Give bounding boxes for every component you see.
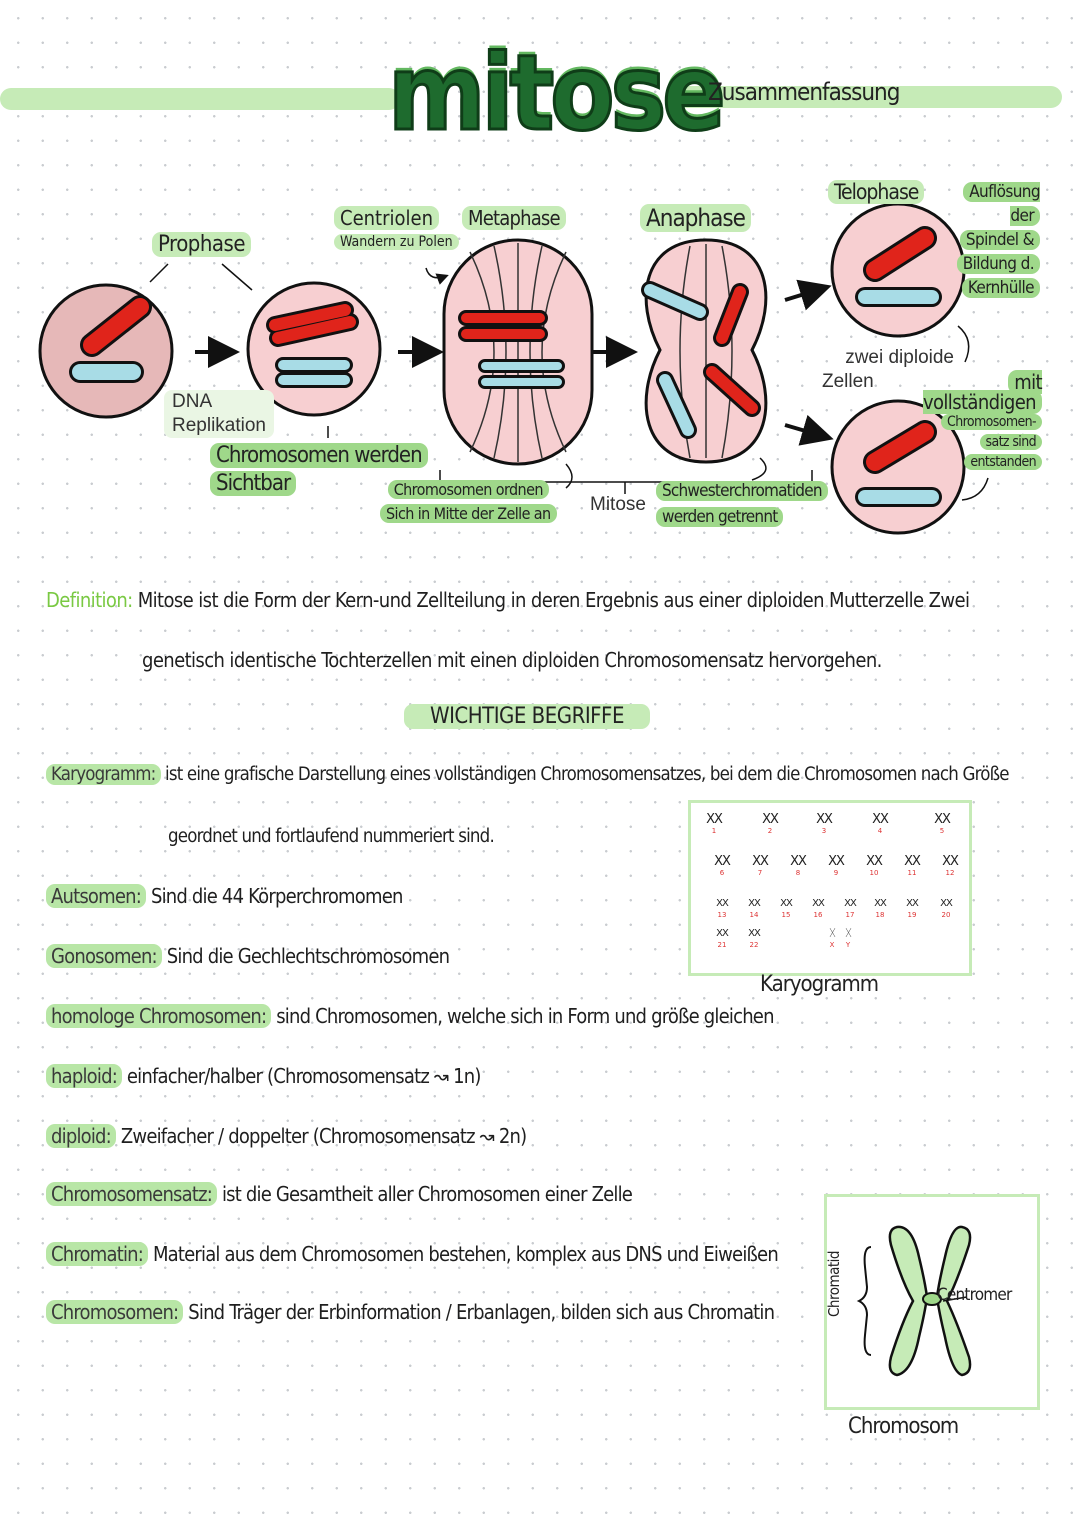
section-title: WICHTIGE BEGRIFFE (404, 704, 650, 729)
karyogram-pair (869, 897, 891, 920)
chromosome-pair-icon: ᚷ (845, 928, 851, 939)
chromosome-pair-icon: XX (866, 854, 882, 869)
arrow-4 (785, 288, 824, 300)
label-schwester (656, 478, 828, 530)
karyogram-number: Y (845, 941, 851, 949)
label-chrom-visible-line1: Chromosomen werden (210, 443, 428, 468)
label-ordnen-line2: Sich in Mitte der Zelle an (380, 504, 557, 523)
chromosome-pair-icon: XX (790, 854, 806, 869)
header-band (0, 88, 400, 110)
label-centriolen (334, 206, 459, 254)
karyogram-pair (775, 897, 797, 920)
telophase-up-pointer (958, 326, 969, 362)
karyogram-number: 15 (781, 911, 791, 919)
karyogram-box (688, 800, 972, 976)
label-metaphase: Metaphase (462, 206, 566, 230)
karyogram-number: 20 (941, 911, 951, 919)
term-gonosomen-key: Gonosomen: (46, 944, 162, 968)
karyogram-number: 11 (907, 869, 917, 877)
karyogram-number: 4 (877, 827, 883, 835)
label-vollstaendig (892, 372, 1042, 472)
term-chromatin (46, 1242, 778, 1266)
karyogram-number: X (829, 941, 835, 949)
karyogram-pair (837, 927, 859, 950)
label-zwei-line2: Zellen (822, 371, 874, 392)
label-centriolen-line1: Centriolen (334, 206, 439, 230)
centriolen-pointer (426, 268, 446, 278)
label-schwester-line1: Schwesterchromatiden (656, 481, 828, 501)
term-karyogramm-key: Karyogramm: (46, 764, 161, 785)
karyogram-number: 8 (795, 869, 801, 877)
term-haploid-text: einfacher/halber (Chromosomensatz ↝ 1n) (126, 1064, 481, 1088)
term-chromosomensatz-key: Chromosomensatz: (46, 1182, 217, 1206)
chromosome-pair-icon: XX (748, 898, 760, 909)
label-dna-line1: DNA (172, 391, 213, 412)
label-ordnen-line1: Chromosomen ordnen (388, 480, 549, 499)
label-aufloesung (930, 180, 1040, 300)
karyogram-number: 5 (939, 827, 945, 835)
karyogram-pair (711, 897, 733, 920)
term-autosomen (46, 884, 403, 908)
karyogram-number: 6 (719, 869, 725, 877)
karyogram-pair (749, 855, 771, 878)
chromosome-pair-icon: XX (762, 812, 778, 827)
karyogram-pair (711, 927, 733, 950)
centromer-label: Centromer (937, 1285, 1012, 1305)
label-dna (164, 390, 274, 438)
chromosome-pair-icon: XX (816, 812, 832, 827)
chromosome-pair-icon: XX (844, 898, 856, 909)
karyogram-number: 3 (821, 827, 827, 835)
term-chromatin-key: Chromatin: (46, 1242, 148, 1266)
label-schwester-line2: werden getrennt (656, 507, 783, 527)
label-vollstaendig-line2: Chromosomen- (941, 414, 1042, 430)
term-diploid (46, 1124, 526, 1148)
term-chromosomensatz (46, 1182, 632, 1206)
karyogram-number: 21 (717, 941, 727, 949)
karyogram-number: 7 (757, 869, 763, 877)
karyogram-number: 13 (717, 911, 727, 919)
label-zwei-line1: zwei diploide (845, 347, 954, 368)
karyogram-pair (703, 813, 725, 836)
karyogram-pair (807, 897, 829, 920)
label-centriolen-line2: Wandern zu Polen (334, 234, 459, 250)
term-autosomen-text: Sind die 44 Körperchromomen (150, 884, 403, 908)
page-subtitle: Zusammenfassung (708, 78, 900, 106)
term-autosomen-key: Autsomen: (46, 884, 146, 908)
chromatid-label: Chromatid (825, 1251, 843, 1317)
chromosome-pair-icon: XX (716, 898, 728, 909)
label-aufloesung-line3: Bildung d. (957, 254, 1040, 274)
arrow-5 (785, 425, 826, 437)
karyogram-pair (935, 897, 957, 920)
label-aufloesung-line1: Auflösung der (963, 182, 1040, 226)
karyogram-caption: Karyogramm (760, 972, 879, 997)
term-chromosomen (46, 1300, 774, 1324)
chromosome-caption: Chromosom (848, 1414, 959, 1439)
label-vollstaendig-line3: satz sind (980, 434, 1042, 450)
karyogram-pair (813, 813, 835, 836)
label-telophase: Telophase (828, 180, 924, 204)
chromosome-pair-icon: XX (748, 928, 760, 939)
karyogram-number: 12 (945, 869, 955, 877)
term-diploid-text: Zweifacher / doppelter (Chromosomensatz ↝ 2n) (120, 1124, 527, 1148)
term-gonosomen (46, 944, 449, 968)
chromosome-pair-icon: XX (780, 898, 792, 909)
chromosome-pair-icon: XX (874, 898, 886, 909)
karyogram-pair (711, 855, 733, 878)
chromosome-pair-icon: XX (934, 812, 950, 827)
chromosome-pair-icon: XX (904, 854, 920, 869)
chromosome-pair-icon: XX (752, 854, 768, 869)
label-aufloesung-line4: Kernhülle (962, 278, 1040, 298)
term-diploid-key: diploid: (46, 1124, 116, 1148)
prophase-pointer (150, 264, 252, 290)
karyogram-grid (691, 803, 969, 973)
chromosome-pair-icon: XX (706, 812, 722, 827)
karyogram-number: 18 (875, 911, 885, 919)
term-karyogramm-line2: geordnet und fortlaufend nummeriert sind. (168, 826, 494, 847)
label-mitose: Mitose (590, 494, 646, 515)
term-chromatin-text: Material aus dem Chromosomen bestehen, komplex aus DNS und Eiweißen (152, 1242, 778, 1266)
term-homologe-text: sind Chromosomen, welche sich in Form und größe gleichen (276, 1004, 774, 1028)
karyogram-number: 17 (845, 911, 855, 919)
karyogram-number: 16 (813, 911, 823, 919)
karyogram-pair (825, 855, 847, 878)
chromosome-pair-icon: XX (942, 854, 958, 869)
term-haploid-key: haploid: (46, 1064, 122, 1088)
karyogram-number: 19 (907, 911, 917, 919)
karyogram-pair (869, 813, 891, 836)
karyogram-number: 2 (767, 827, 773, 835)
chromosome-pair-icon: XX (812, 898, 824, 909)
karyogram-pair (759, 813, 781, 836)
karyogram-pair (787, 855, 809, 878)
karyogram-pair (939, 855, 961, 878)
label-chrom-visible-line2: Sichtbar (210, 471, 296, 496)
karyogram-number: 14 (749, 911, 759, 919)
chromosome-pair-icon: XX (940, 898, 952, 909)
karyogram-number: 9 (833, 869, 839, 877)
label-vollstaendig-line4: entstanden (964, 454, 1042, 470)
label-anaphase: Anaphase (640, 204, 751, 232)
term-chromosomen-key: Chromosomen: (46, 1300, 183, 1324)
chromosome-pair-icon: ᚷ (829, 928, 835, 939)
chromosome-pair-icon: XX (906, 898, 918, 909)
cell-interphase (40, 285, 172, 417)
label-aufloesung-line2: Spindel & (960, 230, 1040, 250)
term-karyogramm-text: ist eine grafische Darstellung eines vollständigen Chromosomensatzes, bei dem die Chromosomen nach Größe (165, 764, 1009, 785)
karyogram-pair (743, 897, 765, 920)
term-chromosomen-text: Sind Träger der Erbinformation / Erbanlagen, bilden sich aus Chromatin (188, 1300, 775, 1324)
term-karyogramm (46, 764, 1009, 785)
cell-metaphase (444, 240, 592, 464)
term-homologe (46, 1004, 774, 1028)
anaphase-pointer (752, 458, 766, 480)
term-homologe-key: homologe Chromosomen: (46, 1004, 271, 1028)
cell-anaphase (646, 240, 766, 462)
term-chromosomensatz-text: ist die Gesamtheit aller Chromosomen einer Zelle (221, 1182, 633, 1206)
metaphase-pointer (566, 464, 572, 488)
chromosome-pair-icon: XX (872, 812, 888, 827)
definition-label: Definition: (46, 588, 133, 612)
label-dna-line2: Replikation (172, 415, 266, 436)
karyogram-pair (931, 813, 953, 836)
chromosome-pair-icon: XX (714, 854, 730, 869)
definition-line1 (46, 588, 1046, 612)
term-gonosomen-text: Sind die Gechlechtschromosomen (166, 944, 450, 968)
label-ordnen (380, 478, 557, 526)
chromosome-box (824, 1194, 1040, 1410)
chromosome-pair-icon: XX (716, 928, 728, 939)
karyogram-pair (901, 855, 923, 878)
term-haploid (46, 1064, 481, 1088)
karyogram-pair (839, 897, 861, 920)
label-vollstaendig-line1: mit vollständigen (922, 370, 1042, 414)
definition-line2: genetisch identische Tochterzellen mit einen diploiden Chromosomensatz hervorgehen. (142, 648, 882, 672)
karyogram-pair (901, 897, 923, 920)
karyogram-number: 1 (711, 827, 717, 835)
karyogram-number: 10 (869, 869, 879, 877)
karyogram-pair (863, 855, 885, 878)
telophase-down-pointer (962, 478, 988, 500)
karyogram-number: 22 (749, 941, 759, 949)
label-prophase: Prophase (152, 232, 251, 257)
chromosome-pair-icon: XX (828, 854, 844, 869)
karyogram-pair (743, 927, 765, 950)
definition-text-1: Mitose ist die Form der Kern-und Zellteilung in deren Ergebnis aus einer diploiden Mutterzelle Zwei (137, 588, 970, 612)
page-title: mitose (388, 32, 722, 154)
